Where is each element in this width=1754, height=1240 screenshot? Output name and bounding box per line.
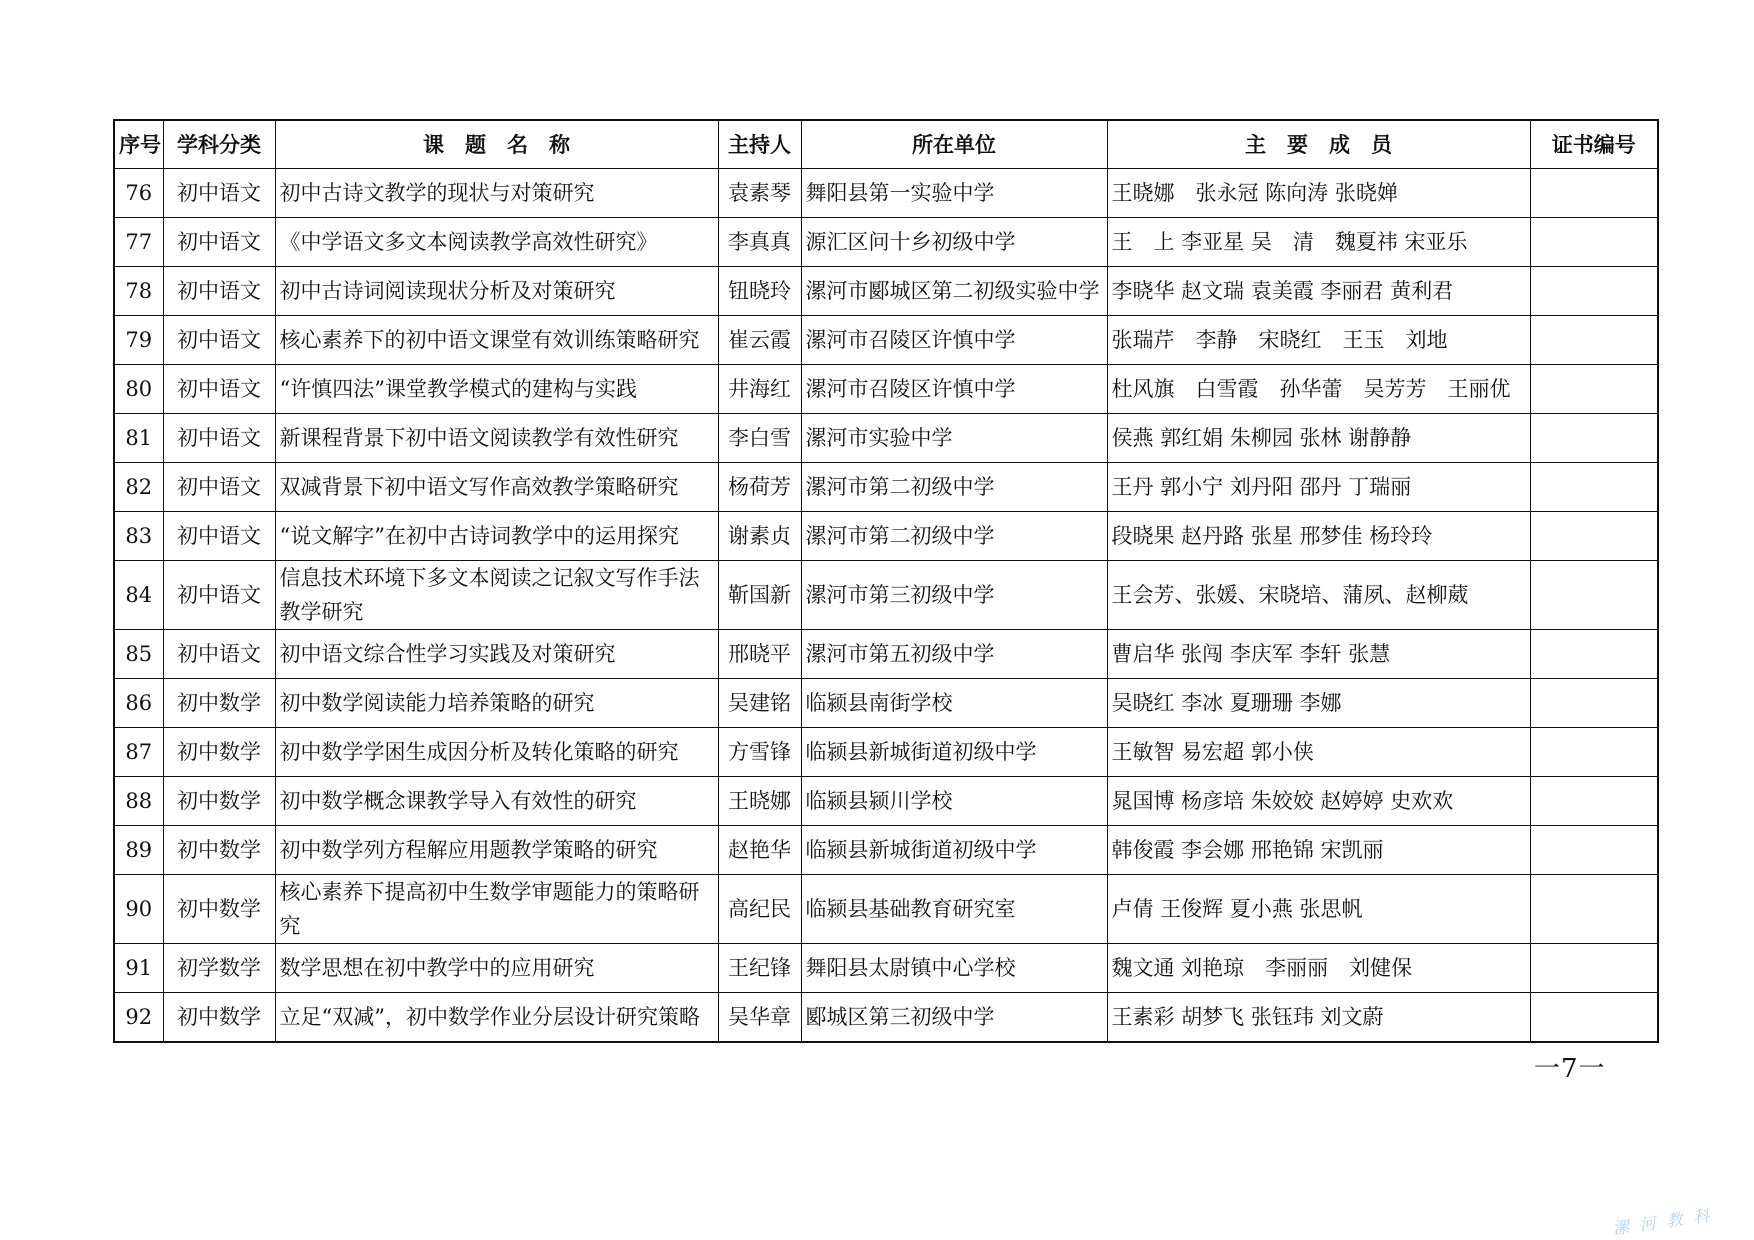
cell-org: 漯河市第三初级中学 bbox=[801, 561, 1107, 630]
cell-leader: 王晓娜 bbox=[718, 777, 801, 826]
cell-category: 初中语文 bbox=[163, 512, 275, 561]
cell-cert bbox=[1530, 728, 1658, 777]
table-row bbox=[114, 414, 1658, 463]
cell-leader: 吴华章 bbox=[718, 993, 801, 1043]
cell-leader: 李白雪 bbox=[718, 414, 801, 463]
cell-leader: 谢素贞 bbox=[718, 512, 801, 561]
cell-cert bbox=[1530, 414, 1658, 463]
cell-topic: 核心素养下提高初中生数学审题能力的策略研究 bbox=[275, 875, 718, 944]
table-row bbox=[114, 561, 1658, 630]
cell-leader: 李真真 bbox=[718, 218, 801, 267]
cell-topic: 《中学语文多文本阅读教学高效性研究》 bbox=[275, 218, 718, 267]
cell-category: 初中数学 bbox=[163, 728, 275, 777]
table-row bbox=[114, 993, 1658, 1043]
cell-members: 卢倩 王俊辉 夏小燕 张思帆 bbox=[1107, 875, 1530, 944]
cell-category: 初中数学 bbox=[163, 993, 275, 1043]
cell-leader: 王纪锋 bbox=[718, 944, 801, 993]
table-row bbox=[114, 169, 1658, 218]
cell-cert bbox=[1530, 630, 1658, 679]
cell-org: 漯河市第二初级中学 bbox=[801, 512, 1107, 561]
cell-org: 漯河市召陵区许慎中学 bbox=[801, 316, 1107, 365]
cell-topic: 信息技术环境下多文本阅读之记叙文写作手法教学研究 bbox=[275, 561, 718, 630]
cell-category: 初中语文 bbox=[163, 463, 275, 512]
cell-topic: 初中数学学困生成因分析及转化策略的研究 bbox=[275, 728, 718, 777]
cell-topic: 初中数学阅读能力培养策略的研究 bbox=[275, 679, 718, 728]
cell-category: 初学数学 bbox=[163, 944, 275, 993]
cell-leader: 邢晓平 bbox=[718, 630, 801, 679]
watermark-logo: 漯 河 教 科 bbox=[1611, 1205, 1714, 1239]
cell-leader: 靳国新 bbox=[718, 561, 801, 630]
cell-no: 80 bbox=[114, 365, 163, 414]
cell-cert bbox=[1530, 944, 1658, 993]
header-cert: 证书编号 bbox=[1530, 120, 1658, 169]
header-org: 所在单位 bbox=[801, 120, 1107, 169]
cell-topic: 立足“双减”，初中数学作业分层设计研究策略 bbox=[275, 993, 718, 1043]
cell-category: 初中语文 bbox=[163, 218, 275, 267]
cell-no: 90 bbox=[114, 875, 163, 944]
cell-members: 王会芳、张媛、宋晓培、蒲夙、赵柳葳 bbox=[1107, 561, 1530, 630]
cell-cert bbox=[1530, 218, 1658, 267]
table-row bbox=[114, 218, 1658, 267]
cell-org: 临颍县颍川学校 bbox=[801, 777, 1107, 826]
cell-topic: 初中数学列方程解应用题教学策略的研究 bbox=[275, 826, 718, 875]
cell-org: 临颍县新城街道初级中学 bbox=[801, 826, 1107, 875]
cell-org: 源汇区问十乡初级中学 bbox=[801, 218, 1107, 267]
cell-no: 87 bbox=[114, 728, 163, 777]
cell-category: 初中语文 bbox=[163, 316, 275, 365]
cell-org: 舞阳县第一实验中学 bbox=[801, 169, 1107, 218]
cell-no: 83 bbox=[114, 512, 163, 561]
table-row bbox=[114, 463, 1658, 512]
cell-topic: 初中古诗文教学的现状与对策研究 bbox=[275, 169, 718, 218]
cell-org: 漯河市第二初级中学 bbox=[801, 463, 1107, 512]
cell-leader: 高纪民 bbox=[718, 875, 801, 944]
cell-members: 段晓果 赵丹路 张星 邢梦佳 杨玲玲 bbox=[1107, 512, 1530, 561]
cell-topic: “许慎四法”课堂教学模式的建构与实践 bbox=[275, 365, 718, 414]
cell-cert bbox=[1530, 561, 1658, 630]
cell-topic: 数学思想在初中教学中的应用研究 bbox=[275, 944, 718, 993]
cell-members: 张瑞芹 李静 宋晓红 王玉 刘地 bbox=[1107, 316, 1530, 365]
cell-cert bbox=[1530, 463, 1658, 512]
cell-leader: 井海红 bbox=[718, 365, 801, 414]
header-category: 学科分类 bbox=[163, 120, 275, 169]
cell-leader: 方雪锋 bbox=[718, 728, 801, 777]
header-members: 主 要 成 员 bbox=[1107, 120, 1530, 169]
cell-no: 85 bbox=[114, 630, 163, 679]
cell-category: 初中数学 bbox=[163, 826, 275, 875]
cell-cert bbox=[1530, 316, 1658, 365]
cell-members: 王素彩 胡梦飞 张钰玮 刘文蔚 bbox=[1107, 993, 1530, 1043]
cell-category: 初中语文 bbox=[163, 267, 275, 316]
cell-no: 77 bbox=[114, 218, 163, 267]
cell-category: 初中语文 bbox=[163, 630, 275, 679]
table-header-row bbox=[114, 120, 1658, 169]
cell-org: 漯河市召陵区许慎中学 bbox=[801, 365, 1107, 414]
cell-members: 曹启华 张闯 李庆军 李轩 张慧 bbox=[1107, 630, 1530, 679]
cell-leader: 吴建铭 bbox=[718, 679, 801, 728]
cell-org: 漯河市实验中学 bbox=[801, 414, 1107, 463]
cell-org: 临颍县南街学校 bbox=[801, 679, 1107, 728]
cell-topic: 核心素养下的初中语文课堂有效训练策略研究 bbox=[275, 316, 718, 365]
cell-members: 王敏智 易宏超 郭小侠 bbox=[1107, 728, 1530, 777]
cell-topic: 新课程背景下初中语文阅读教学有效性研究 bbox=[275, 414, 718, 463]
header-topic: 课 题 名 称 bbox=[275, 120, 718, 169]
cell-category: 初中语文 bbox=[163, 169, 275, 218]
table-row bbox=[114, 944, 1658, 993]
table-row bbox=[114, 365, 1658, 414]
cell-cert bbox=[1530, 875, 1658, 944]
cell-category: 初中语文 bbox=[163, 414, 275, 463]
table-row bbox=[114, 728, 1658, 777]
cell-org: 舞阳县太尉镇中心学校 bbox=[801, 944, 1107, 993]
cell-topic: 双减背景下初中语文写作高效教学策略研究 bbox=[275, 463, 718, 512]
project-table bbox=[113, 119, 1659, 1043]
cell-no: 84 bbox=[114, 561, 163, 630]
cell-no: 76 bbox=[114, 169, 163, 218]
cell-no: 86 bbox=[114, 679, 163, 728]
cell-leader: 赵艳华 bbox=[718, 826, 801, 875]
cell-category: 初中语文 bbox=[163, 561, 275, 630]
cell-no: 78 bbox=[114, 267, 163, 316]
cell-leader: 崔云霞 bbox=[718, 316, 801, 365]
header-no: 序号 bbox=[114, 120, 163, 169]
cell-no: 81 bbox=[114, 414, 163, 463]
cell-leader: 钮晓玲 bbox=[718, 267, 801, 316]
cell-members: 魏文通 刘艳琼 李丽丽 刘健保 bbox=[1107, 944, 1530, 993]
cell-no: 89 bbox=[114, 826, 163, 875]
table-row bbox=[114, 267, 1658, 316]
cell-members: 王 上 李亚星 吴 清 魏夏祎 宋亚乐 bbox=[1107, 218, 1530, 267]
cell-category: 初中数学 bbox=[163, 679, 275, 728]
cell-category: 初中语文 bbox=[163, 365, 275, 414]
cell-members: 杜风旗 白雪霞 孙华蕾 吴芳芳 王丽优 bbox=[1107, 365, 1530, 414]
table-row bbox=[114, 875, 1658, 944]
table-body bbox=[114, 169, 1658, 1043]
cell-no: 91 bbox=[114, 944, 163, 993]
cell-org: 临颍县新城街道初级中学 bbox=[801, 728, 1107, 777]
cell-cert bbox=[1530, 365, 1658, 414]
cell-org: 漯河市第五初级中学 bbox=[801, 630, 1107, 679]
cell-leader: 袁素琴 bbox=[718, 169, 801, 218]
cell-no: 88 bbox=[114, 777, 163, 826]
project-list-sheet bbox=[113, 119, 1657, 1043]
cell-members: 晁国博 杨彦培 朱姣姣 赵婷婷 史欢欢 bbox=[1107, 777, 1530, 826]
cell-members: 侯燕 郭红娟 朱柳园 张林 谢静静 bbox=[1107, 414, 1530, 463]
table-row bbox=[114, 826, 1658, 875]
cell-members: 吴晓红 李冰 夏珊珊 李娜 bbox=[1107, 679, 1530, 728]
table-row bbox=[114, 630, 1658, 679]
cell-no: 92 bbox=[114, 993, 163, 1043]
cell-members: 王丹 郭小宁 刘丹阳 邵丹 丁瑞丽 bbox=[1107, 463, 1530, 512]
cell-members: 韩俊霞 李会娜 邢艳锦 宋凯丽 bbox=[1107, 826, 1530, 875]
table-row bbox=[114, 316, 1658, 365]
cell-members: 李晓华 赵文瑞 袁美霞 李丽君 黄利君 bbox=[1107, 267, 1530, 316]
cell-category: 初中数学 bbox=[163, 875, 275, 944]
table-row bbox=[114, 679, 1658, 728]
cell-topic: 初中语文综合性学习实践及对策研究 bbox=[275, 630, 718, 679]
cell-category: 初中数学 bbox=[163, 777, 275, 826]
cell-cert bbox=[1530, 826, 1658, 875]
page-number: 一7一 bbox=[1534, 1054, 1606, 1084]
cell-no: 79 bbox=[114, 316, 163, 365]
header-leader: 主持人 bbox=[718, 120, 801, 169]
cell-cert bbox=[1530, 267, 1658, 316]
cell-cert bbox=[1530, 512, 1658, 561]
cell-topic: 初中古诗词阅读现状分析及对策研究 bbox=[275, 267, 718, 316]
cell-org: 郾城区第三初级中学 bbox=[801, 993, 1107, 1043]
cell-cert bbox=[1530, 777, 1658, 826]
cell-cert bbox=[1530, 169, 1658, 218]
cell-topic: 初中数学概念课教学导入有效性的研究 bbox=[275, 777, 718, 826]
cell-topic: “说文解字”在初中古诗词教学中的运用探究 bbox=[275, 512, 718, 561]
table-row bbox=[114, 512, 1658, 561]
table-row bbox=[114, 777, 1658, 826]
cell-no: 82 bbox=[114, 463, 163, 512]
cell-org: 漯河市郾城区第二初级实验中学 bbox=[801, 267, 1107, 316]
cell-cert bbox=[1530, 679, 1658, 728]
cell-cert bbox=[1530, 993, 1658, 1043]
cell-leader: 杨荷芳 bbox=[718, 463, 801, 512]
cell-org: 临颍县基础教育研究室 bbox=[801, 875, 1107, 944]
cell-members: 王晓娜 张永冠 陈向涛 张晓婵 bbox=[1107, 169, 1530, 218]
